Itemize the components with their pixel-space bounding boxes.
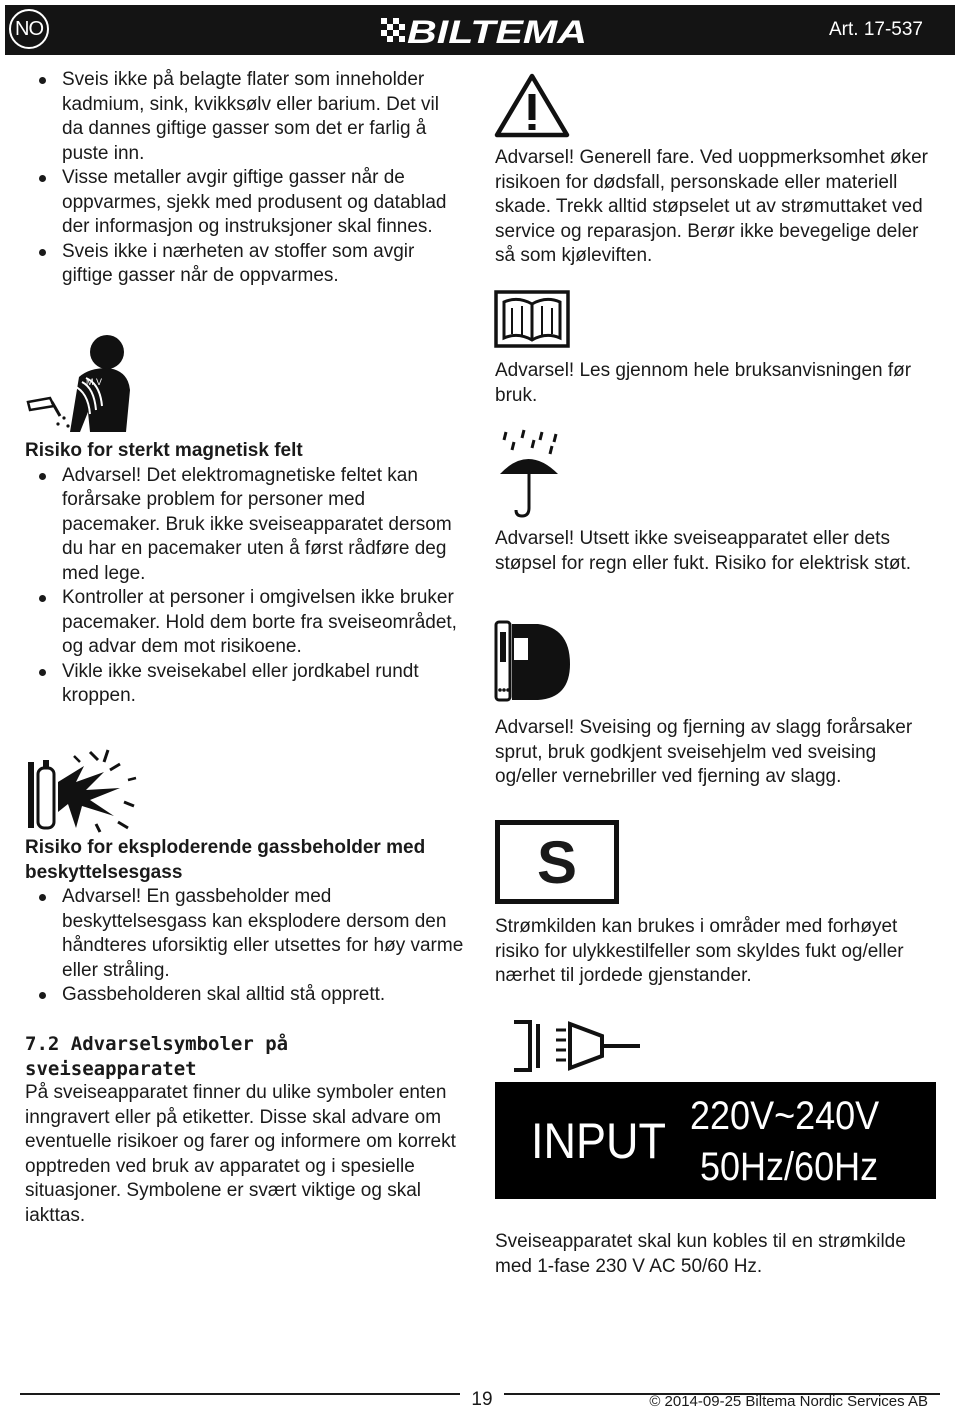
helmet-warning-text: Advarsel! Sveising og fjerning av slagg forårsaker sprut, bruk godkjent sveisehjelm ved sveising og/eller vernebriller ved fjerning av slagg. bbox=[495, 717, 913, 787]
language-badge: NO bbox=[9, 9, 49, 49]
page-number: 19 bbox=[460, 1386, 504, 1414]
gas-cylinder-explosion-icon bbox=[24, 742, 144, 834]
section-title-text: Advarselsymboler på sveiseapparatet bbox=[25, 1033, 289, 1080]
list-item: Advarsel! En gassbeholder med beskyttelsesgass kan eksplodere dersom den håndteres uforsiktig eller utsettes for høy varme eller stråling. bbox=[25, 885, 465, 983]
list-item: Vikle ikke sveisekabel eller jordkabel rundt kroppen. bbox=[25, 660, 465, 709]
biltema-logo bbox=[381, 12, 591, 48]
input-rating-label bbox=[495, 1082, 936, 1199]
magnetic-field-pacemaker-icon bbox=[24, 332, 134, 432]
section-heading: Risiko for sterkt magnetisk felt bbox=[25, 440, 303, 461]
s-mark-text: Strømkilden kan brukes i områder med forhøyet risiko for ulykkestilfeller som skyldes fukt og/eller nærhet til jordede gjenstander. bbox=[495, 916, 904, 986]
read-manual-text: Advarsel! Les gjennom hele bruksanvisningen før bruk. bbox=[495, 360, 912, 406]
read-manual-icon bbox=[494, 290, 570, 348]
warning-symbols-section bbox=[25, 1032, 470, 1228]
warning-triangle-icon bbox=[494, 72, 570, 138]
page-header bbox=[5, 5, 955, 55]
umbrella-rain-icon bbox=[494, 428, 564, 518]
list-item: Visse metaller avgir giftige gasser når de oppvarmes, sjekk med produsent og datablad der informasjon og instruksjoner skal finnes. bbox=[25, 166, 465, 240]
svg-text:BILTEMA: BILTEMA bbox=[407, 14, 587, 48]
input-label-text: INPUT bbox=[531, 1113, 666, 1169]
list-item: Sveis ikke på belagte flater som inneholder kadmium, sink, kvikksølv eller barium. Det vil da dannes giftige gasser som det er farlig å puste inn. bbox=[25, 68, 465, 166]
s-mark-letter: S bbox=[536, 829, 578, 896]
general-hazard-text: Advarsel! Generell fare. Ved uoppmerksomhet øker risikoen for dødsfall, personskade eller materiell skade. Trekk alltid støpselet ut av strømuttaket ved service og reparasjon. Berør ikke bevegelige deler så som kjøleviften. bbox=[495, 147, 928, 266]
gas-cylinder-section bbox=[25, 836, 465, 1008]
input-voltage: 220V~240V bbox=[690, 1094, 880, 1138]
list-item: Sveis ikke i nærheten av stoffer som avgir giftige gasser når de oppvarmes. bbox=[25, 240, 465, 289]
section-body: På sveiseapparatet finner du ulike symboler enten inngravert eller på etiketter. Disse skal advare om eventuelle risikoer og farer og informere om korrekt opptreden ved bruk av apparatet og i spesielle situasjoner. Symbolene er svært viktige og skal iakttas. bbox=[25, 1082, 456, 1226]
power-supply-text: Sveiseapparatet skal kun kobles til en strømkilde med 1-fase 230 V AC 50/60 Hz. bbox=[495, 1231, 906, 1277]
fume-warnings bbox=[25, 68, 465, 289]
welding-helmet-icon bbox=[494, 620, 574, 702]
s-mark-icon bbox=[495, 820, 619, 904]
section-number: 7.2 bbox=[25, 1033, 60, 1055]
list-item: Advarsel! Det elektromagnetiske feltet kan forårsake problem for personer med pacemaker. Bruk ikke sveiseapparatet dersom du har en pacemaker uten å først rådføre deg med lege. bbox=[25, 464, 465, 587]
article-number: Art. 17-537 bbox=[829, 19, 923, 40]
copyright-notice: © 2014-09-25 Biltema Nordic Services AB bbox=[649, 1393, 928, 1410]
svg-text:M V: M V bbox=[86, 377, 103, 387]
section-title bbox=[25, 1032, 470, 1081]
section-heading: Risiko for eksploderende gassbeholder med beskyttelsesgass bbox=[25, 837, 426, 883]
list-item: Kontroller at personer i omgivelsen ikke bruker pacemaker. Hold dem borte fra sveiseområdet, og advar dem mot risikoene. bbox=[25, 586, 465, 660]
plug-connection-icon bbox=[510, 1020, 644, 1072]
list-item: Gassbeholderen skal alltid stå opprett. bbox=[25, 983, 465, 1008]
input-frequency: 50Hz/60Hz bbox=[700, 1145, 879, 1189]
magnetic-field-section bbox=[25, 439, 465, 709]
moisture-warning-text: Advarsel! Utsett ikke sveiseapparatet eller dets støpsel for regn eller fukt. Risiko for elektrisk støt. bbox=[495, 528, 912, 574]
